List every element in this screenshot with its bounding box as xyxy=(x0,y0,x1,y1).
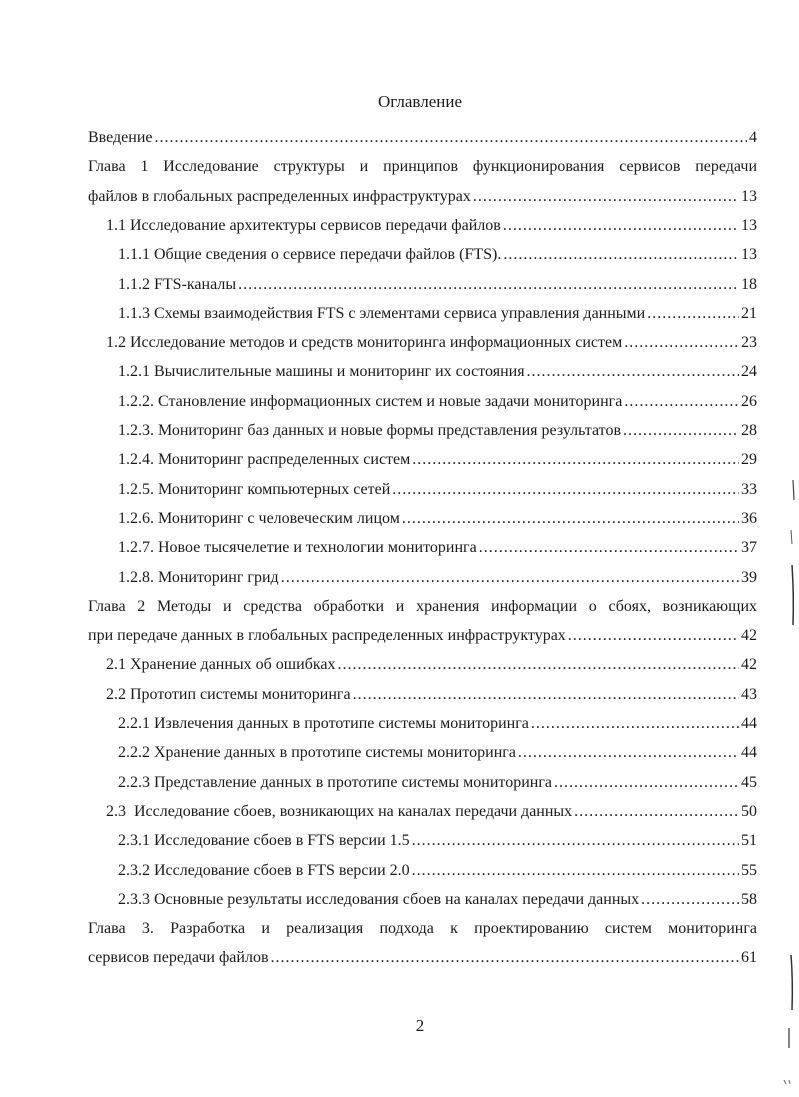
toc-entry[interactable] xyxy=(88,948,757,968)
toc-entry-title: 1.2.8. Мониторинг грид xyxy=(118,568,279,586)
toc-entry-page-number: 39 xyxy=(741,568,757,586)
scan-artifact-marks xyxy=(769,0,799,1097)
toc-leader-dots xyxy=(518,743,739,763)
toc-entry-page-number: 55 xyxy=(741,861,757,879)
toc-leader-dots xyxy=(531,714,739,734)
toc-leader-dots xyxy=(392,480,739,500)
toc-entry-page-number: 44 xyxy=(741,744,757,762)
toc-entry[interactable] xyxy=(106,216,757,236)
toc-entry-page-number: 13 xyxy=(741,216,757,234)
toc-entry[interactable] xyxy=(88,128,757,148)
toc-entry[interactable] xyxy=(118,245,757,265)
toc-leader-dots xyxy=(647,304,739,324)
toc-chapter-heading-line: Глава 1 Исследование структуры и принципов функционирования сервисов передачи xyxy=(88,158,757,176)
toc-entry[interactable] xyxy=(118,773,757,793)
toc-leader-dots xyxy=(271,948,739,968)
toc-entry[interactable] xyxy=(118,450,757,470)
toc-entry-page-number: 24 xyxy=(741,363,757,381)
toc-entry-title: 1.2.4. Мониторинг распределенных систем xyxy=(118,451,411,469)
toc-entry-page-number: 26 xyxy=(741,392,757,410)
toc-leader-dots xyxy=(412,861,739,881)
toc-entry-page-number: 33 xyxy=(741,480,757,498)
toc-entry-title: 1.1.2 FTS-каналы xyxy=(118,275,237,293)
toc-entry-title: 2.2.3 Представление данных в прототипе системы мониторинга xyxy=(118,773,552,791)
toc-leader-dots xyxy=(624,392,739,412)
toc-entry[interactable] xyxy=(118,743,757,763)
page-title: Оглавление xyxy=(378,92,462,111)
toc-chapter-heading-line: Глава 2 Методы и средства обработки и хранения информации о сбоях, возникающих xyxy=(88,597,757,615)
toc-entry-page-number: 42 xyxy=(741,656,757,674)
toc-leader-dots xyxy=(624,333,739,353)
toc-entry-title: 2.3.2 Исследование сбоев в FTS версии 2.0 xyxy=(118,861,410,879)
toc-entry[interactable] xyxy=(118,304,757,324)
toc-entry[interactable] xyxy=(88,626,757,646)
toc-entry[interactable] xyxy=(118,392,757,412)
toc-entry[interactable] xyxy=(118,362,757,382)
toc-entry-page-number: 13 xyxy=(741,187,757,205)
toc-entry-page-number: 58 xyxy=(741,890,757,908)
toc-entry-title: Введение xyxy=(88,129,153,146)
toc-leader-dots xyxy=(568,626,739,646)
toc-entry-page-number: 50 xyxy=(741,802,757,820)
toc-entry[interactable] xyxy=(118,861,757,881)
toc-leader-dots xyxy=(479,538,739,558)
toc-entry[interactable] xyxy=(106,685,757,705)
toc-entry-page-number: 21 xyxy=(741,304,757,322)
toc-entry[interactable] xyxy=(118,714,757,734)
toc-entry-title: 2.3.1 Исследование сбоев в FTS версии 1.5 xyxy=(118,832,410,850)
toc-leader-dots xyxy=(574,802,739,822)
toc-entry[interactable] xyxy=(118,275,757,295)
toc-entry-page-number: 51 xyxy=(741,832,757,850)
toc-entry-title: 1.2.6. Мониторинг с человеческим лицом xyxy=(118,509,400,527)
toc-entry-page-number: 36 xyxy=(741,509,757,527)
toc-entry-title: 1.1.3 Схемы взаимодействия FTS с элементами сервиса управления данными xyxy=(118,304,646,322)
toc-entry-title: 2.2.2 Хранение данных в прототипе системы мониторинга xyxy=(118,744,516,762)
toc-entry[interactable] xyxy=(118,890,757,910)
toc-leader-dots xyxy=(473,187,739,207)
toc-entry-title: 1.2.2. Становление информационных систем и новые задачи мониторинга xyxy=(118,392,623,410)
toc-entry-page-number: 4 xyxy=(749,129,757,146)
toc-entry-title: 1.2 Исследование методов и средств мониторинга информационных систем xyxy=(106,334,623,352)
toc-entry-title: 1.2.3. Мониторинг баз данных и новые формы представления результатов xyxy=(118,422,621,439)
toc-leader-dots xyxy=(554,773,739,793)
toc-entry[interactable] xyxy=(118,421,757,441)
toc-entry[interactable] xyxy=(88,187,757,207)
toc-entry-title: при передаче данных в глобальных распределенных инфраструктурах xyxy=(88,627,566,645)
toc-leader-dots xyxy=(402,509,739,529)
toc-entry[interactable] xyxy=(106,802,757,822)
toc-entry-page-number: 29 xyxy=(741,451,757,469)
toc-entry-page-number: 44 xyxy=(741,715,757,732)
toc-entry-page-number: 13 xyxy=(741,246,757,264)
toc-leader-dots xyxy=(412,450,739,470)
toc-entry-page-number: 28 xyxy=(741,422,757,439)
toc-entry-page-number: 37 xyxy=(741,539,757,557)
toc-entry[interactable] xyxy=(106,333,757,353)
toc-entry[interactable] xyxy=(118,538,757,558)
toc-leader-dots xyxy=(641,890,739,910)
toc-leader-dots xyxy=(155,128,748,148)
toc-leader-dots xyxy=(238,275,739,295)
toc-leader-dots xyxy=(412,831,739,851)
toc-leader-dots xyxy=(503,216,739,236)
toc-entry-title: 1.1 Исследование архитектуры сервисов передачи файлов xyxy=(106,216,501,234)
toc-entry-title: 1.2.7. Новое тысячелетие и технологии мониторинга xyxy=(118,539,477,557)
toc-entry-title: 1.1.1 Общие сведения о сервисе передачи файлов (FTS). xyxy=(118,246,502,264)
page-number: 2 xyxy=(415,1016,425,1035)
toc-entry[interactable] xyxy=(118,831,757,851)
toc-entry-title: 1.2.1 Вычислительные машины и мониторинг их состояния xyxy=(118,363,525,381)
toc-entry-title: 1.2.5. Мониторинг компьютерных сетей xyxy=(118,480,391,498)
toc-leader-dots xyxy=(353,685,739,705)
toc-entry-title: сервисов передачи файлов xyxy=(88,949,269,967)
toc-entry-title: 2.1 Хранение данных об ошибках xyxy=(106,656,336,674)
toc-entry-page-number: 23 xyxy=(741,334,757,352)
toc-entry-page-number: 43 xyxy=(741,685,757,703)
toc-entry-title: 2.3.3 Основные результаты исследования сбоев на каналах передачи данных xyxy=(118,890,640,908)
toc-entry-page-number: 42 xyxy=(741,627,757,645)
toc-entry[interactable] xyxy=(118,480,757,500)
toc-entry-page-number: 45 xyxy=(741,773,757,791)
toc-leader-dots xyxy=(337,655,739,675)
toc-entry[interactable] xyxy=(118,568,757,588)
toc-leader-dots xyxy=(503,245,739,265)
toc-entry-page-number: 18 xyxy=(741,275,757,293)
toc-leader-dots xyxy=(623,421,739,441)
toc-entry-title: 2.2.1 Извлечения данных в прототипе системы мониторинга xyxy=(118,715,529,732)
toc-leader-dots xyxy=(281,568,739,588)
toc-entry-title: файлов в глобальных распределенных инфраструктурах xyxy=(88,187,471,205)
toc-chapter-heading-line: Глава 3. Разработка и реализация подхода к проектированию систем мониторинга xyxy=(88,920,757,938)
toc-entry[interactable] xyxy=(106,655,757,675)
toc-entry[interactable] xyxy=(118,509,757,529)
toc-entry-page-number: 61 xyxy=(741,949,757,967)
toc-leader-dots xyxy=(527,362,739,382)
toc-entry-title: 2.3 Исследование сбоев, возникающих на каналах передачи данных xyxy=(106,802,573,820)
toc-entry-title: 2.2 Прототип системы мониторинга xyxy=(106,685,351,703)
